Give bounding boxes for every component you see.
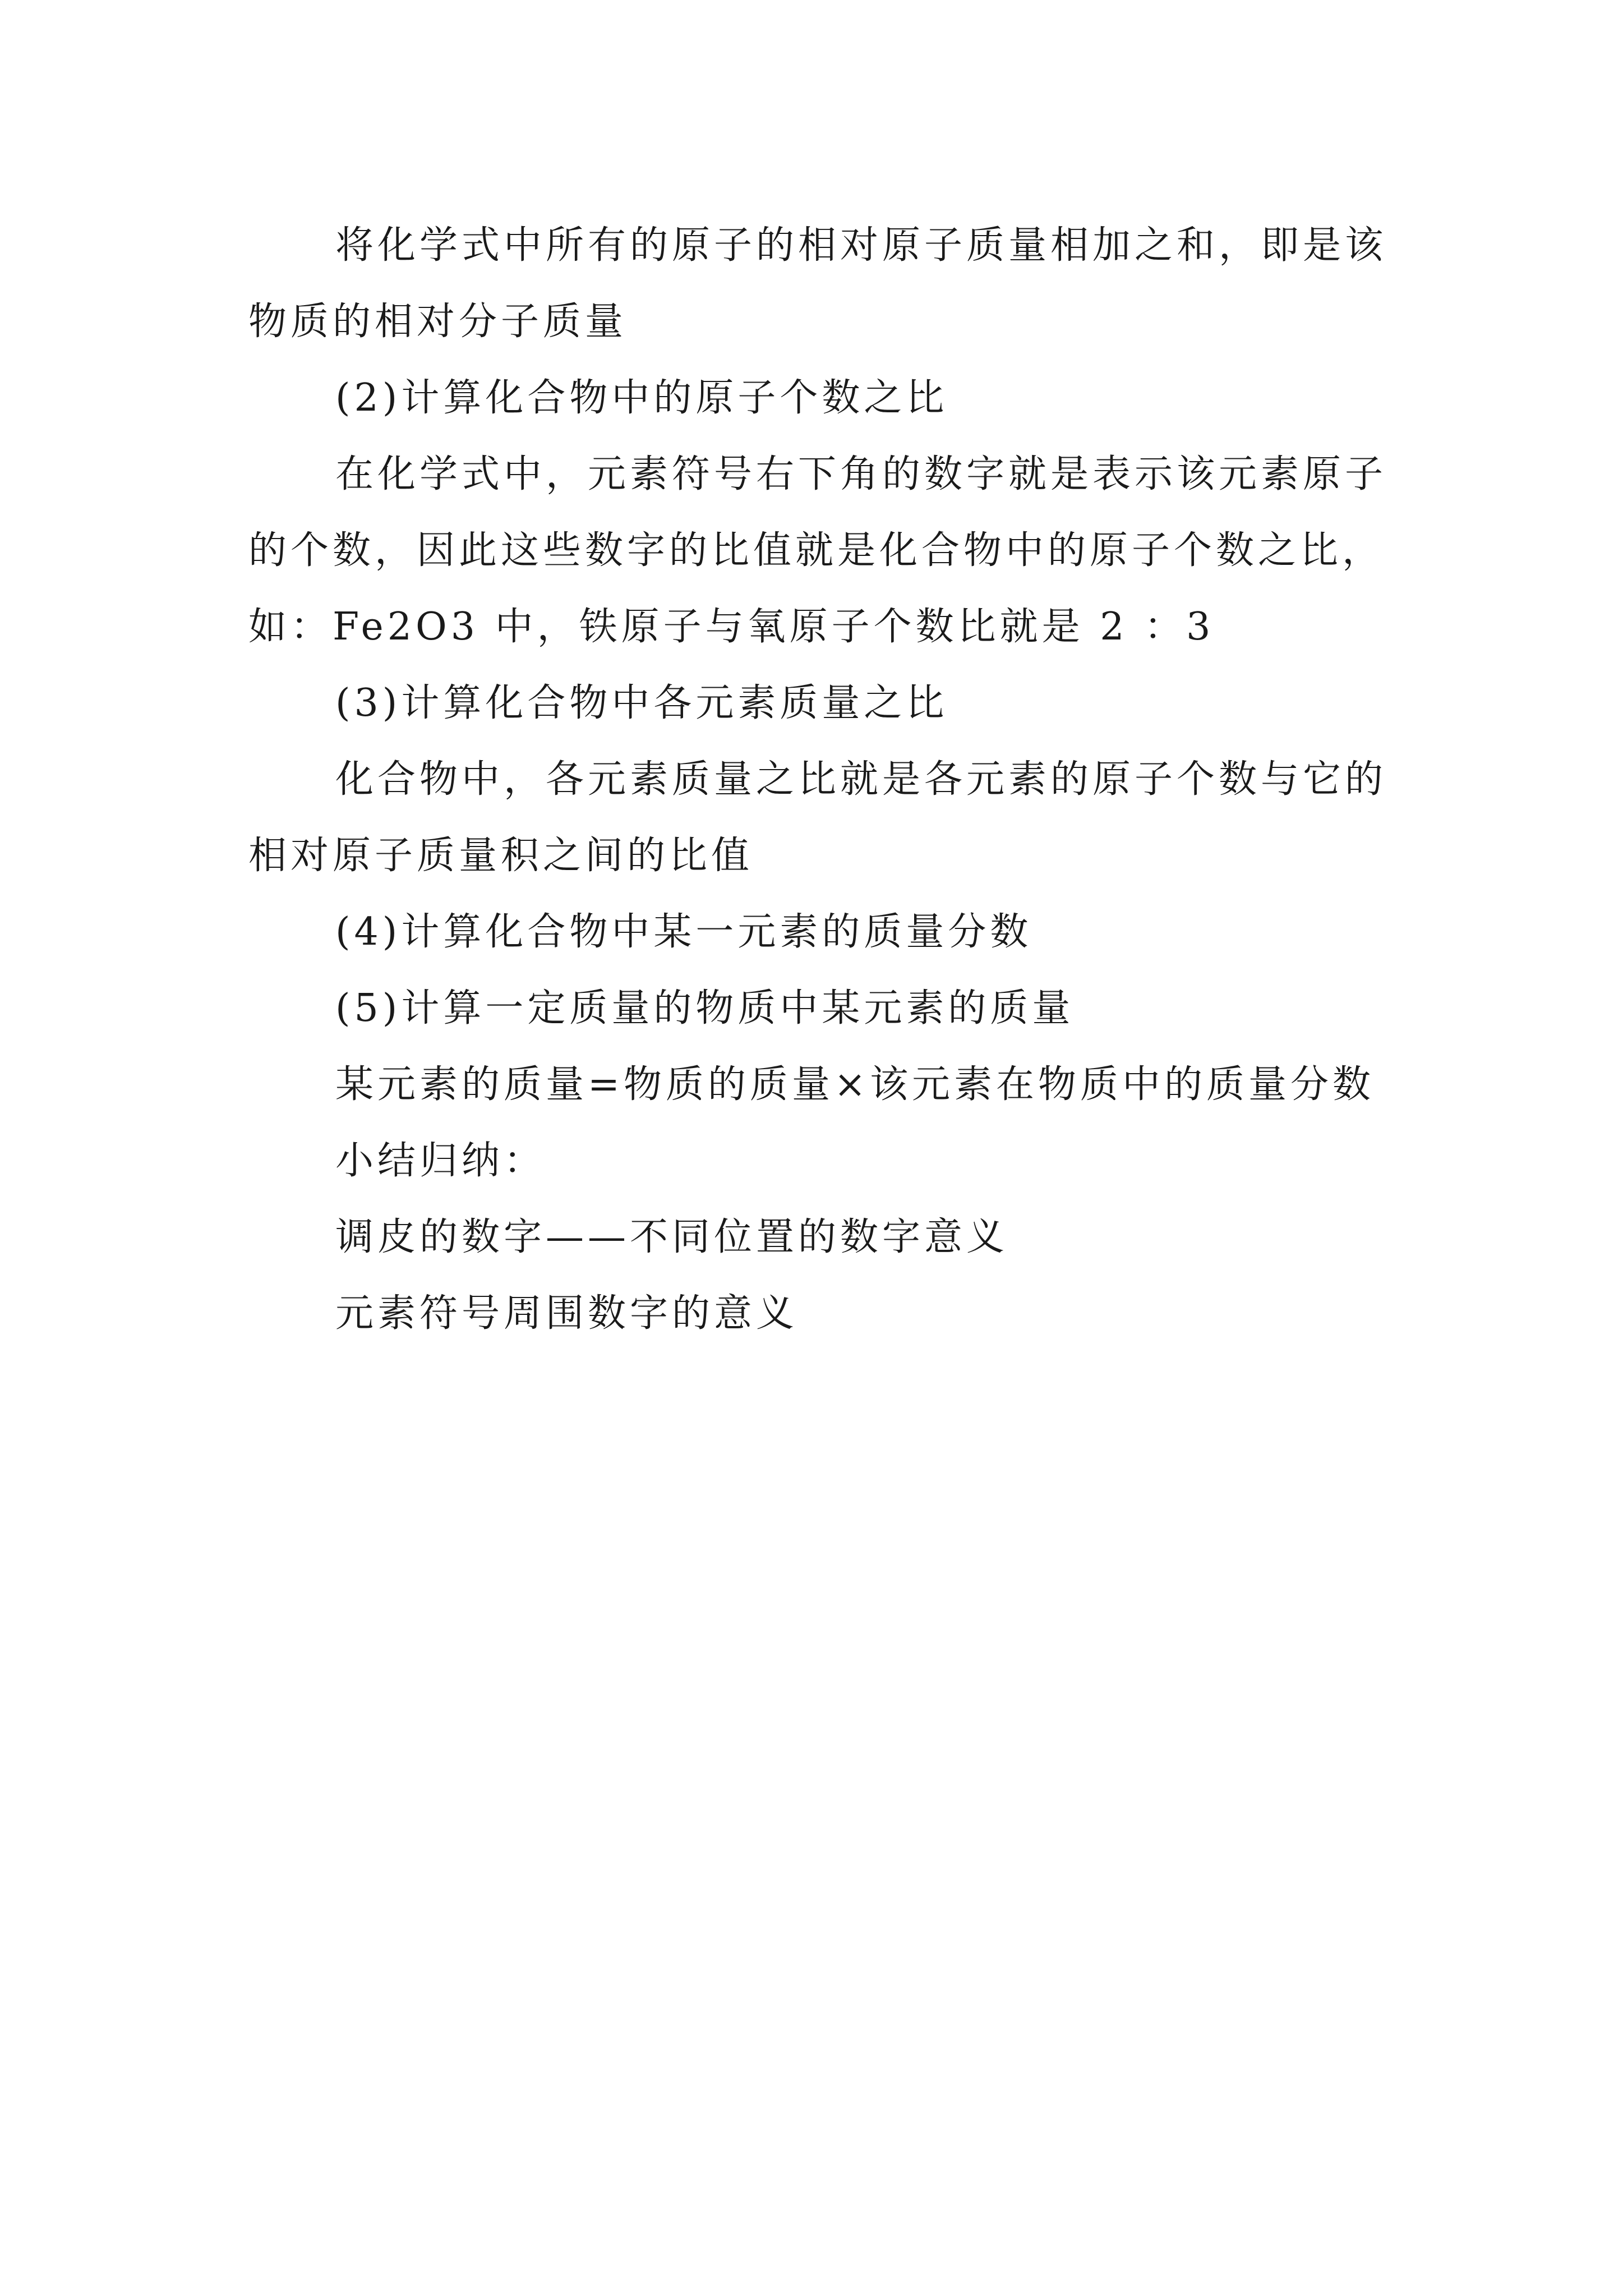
paragraph-atom-count-ratio: 在化学式中，元素符号右下角的数字就是表示该元素原子的个数，因此这些数字的比值就是化合物中的原子个数之比，如：Fe2O3 中，铁原子与氧原子个数比就是 2 ：3 (248, 452, 1387, 649)
heading-atom-count-ratio: (2)计算化合物中的原子个数之比 (335, 376, 948, 420)
heading-element-mass-ratio: (3)计算化合物中各元素质量之比 (335, 681, 948, 725)
paragraph-molecular-mass-definition: 将化学式中所有的原子的相对原子质量相加之和，即是该物质的相对分子质量 (248, 223, 1387, 344)
summary-item-symbol-digits: 元素符号周围数字的意义 (335, 1291, 799, 1336)
paragraph-element-mass-formula: 某元素的质量=物质的质量×该元素在物质中的质量分数 (335, 1062, 1375, 1107)
heading-summary: 小结归纳： (335, 1139, 546, 1183)
heading-mass-fraction: (4)计算化合物中某一元素的质量分数 (335, 910, 1032, 954)
paragraph-element-mass-ratio: 化合物中，各元素质量之比就是各元素的原子个数与它的相对原子质量积之间的比值 (248, 757, 1387, 878)
summary-item-digit-positions: 调皮的数字——不同位置的数字意义 (335, 1215, 1009, 1259)
heading-element-mass-in-substance: (5)计算一定质量的物质中某元素的质量 (335, 986, 1075, 1030)
document-body (248, 208, 1387, 1352)
